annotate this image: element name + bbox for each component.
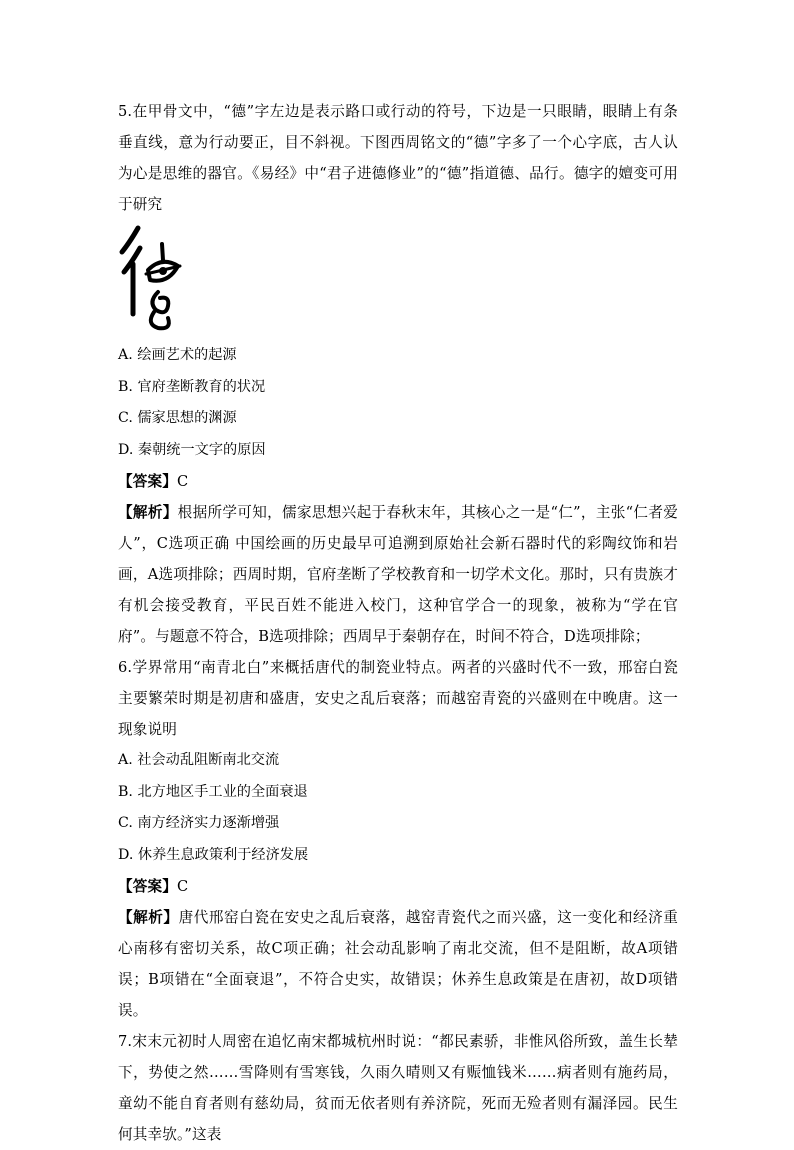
analysis-label: 【解析】: [118, 909, 179, 926]
answer-value: C: [176, 878, 189, 895]
question-5: [118, 96, 678, 652]
question-5-stem: 5.在甲骨文中，“德”字左边是表示路口或行动的符号，下边是一只眼睛，眼睛上有条垂直线，意为行动要正，目不斜视。下图西周铭文的“德”字多了一个心字底，古人认为心是思维的器官。《易经》中“君子进德修业”的“德”指道德、品行。德字的嬗变可用于研究: [118, 103, 678, 213]
analysis-label: 【解析】: [118, 504, 178, 521]
question-5-option-c: C. 儒家思想的渊源: [118, 410, 237, 426]
question-6-stem: 6.学界常用“南青北白”来概括唐代的制瓷业特点。两者的兴盛时代不一致，邢窑白瓷主要繁荣时期是初唐和盛唐，安史之乱后衰落；而越窑青瓷的兴盛则在中晚唐。这一现象说明: [118, 659, 678, 738]
question-6-analysis: [118, 902, 678, 1026]
question-5-answer: [118, 466, 678, 497]
question-5-option-b: B. 官府垄断教育的状况: [118, 378, 266, 395]
question-6: [118, 652, 678, 1026]
question-5-option-d: D. 秦朝统一文字的原因: [118, 441, 266, 458]
question-5-option-a: A. 绘画艺术的起源: [118, 347, 237, 363]
answer-value: C: [176, 473, 189, 490]
question-6-answer: [118, 871, 678, 902]
analysis-text: 根据所学可知，儒家思想兴起于春秋末年，其核心之一是“仁”，主张“仁者爱人”，C选项正确 中国绘画的历史最早可追溯到原始社会新石器时代的彩陶纹饰和岩画，A选项排除；西周时期，官府垄断了学校教育和一切学术文化。那时，只有贵族才有机会接受教育，平民百姓不能进入校门，这种官学合一的现象，被称为“学在官府”。与题意不符合，B选项排除；西周早于秦朝存在，时间不符合，D选项排除；: [118, 504, 678, 645]
answer-label: 【答案】: [118, 878, 177, 895]
document-page: [118, 96, 678, 1150]
question-6-option-c: C. 南方经济实力逐渐增强: [118, 815, 280, 831]
question-6-option-a: A. 社会动乱阻断南北交流: [118, 752, 280, 768]
question-6-option-b: B. 北方地区手工业的全面衰退: [118, 783, 308, 800]
question-7-stem: 7.宋末元初时人周密在追忆南宋都城杭州时说：“都民素骄，非惟风俗所致，盖生长辇下，势使之然……雪降则有雪寒钱，久雨久晴则又有赈恤钱米……病者则有施药局，童幼不能自育者则有慈幼局，贫而无依者则有养济院，死而无殓者则有漏泽园。民生何其幸欤。”这表: [118, 1033, 678, 1143]
bronze-inscription-de-character-image: [118, 222, 188, 334]
question-7: [118, 1026, 678, 1150]
answer-label: 【答案】: [118, 473, 177, 490]
question-6-option-d: D. 休养生息政策利于经济发展: [118, 846, 309, 863]
analysis-text: 唐代邢窑白瓷在安史之乱后衰落，越窑青瓷代之而兴盛，这一变化和经济重心南移有密切关系，故C项正确；社会动乱影响了南北交流，但不是阻断，故A项错误；B项错在“全面衰退”，不符合史实，故错误；休养生息政策是在唐初，故D项错误。: [118, 909, 679, 1019]
question-5-analysis: [118, 497, 678, 652]
